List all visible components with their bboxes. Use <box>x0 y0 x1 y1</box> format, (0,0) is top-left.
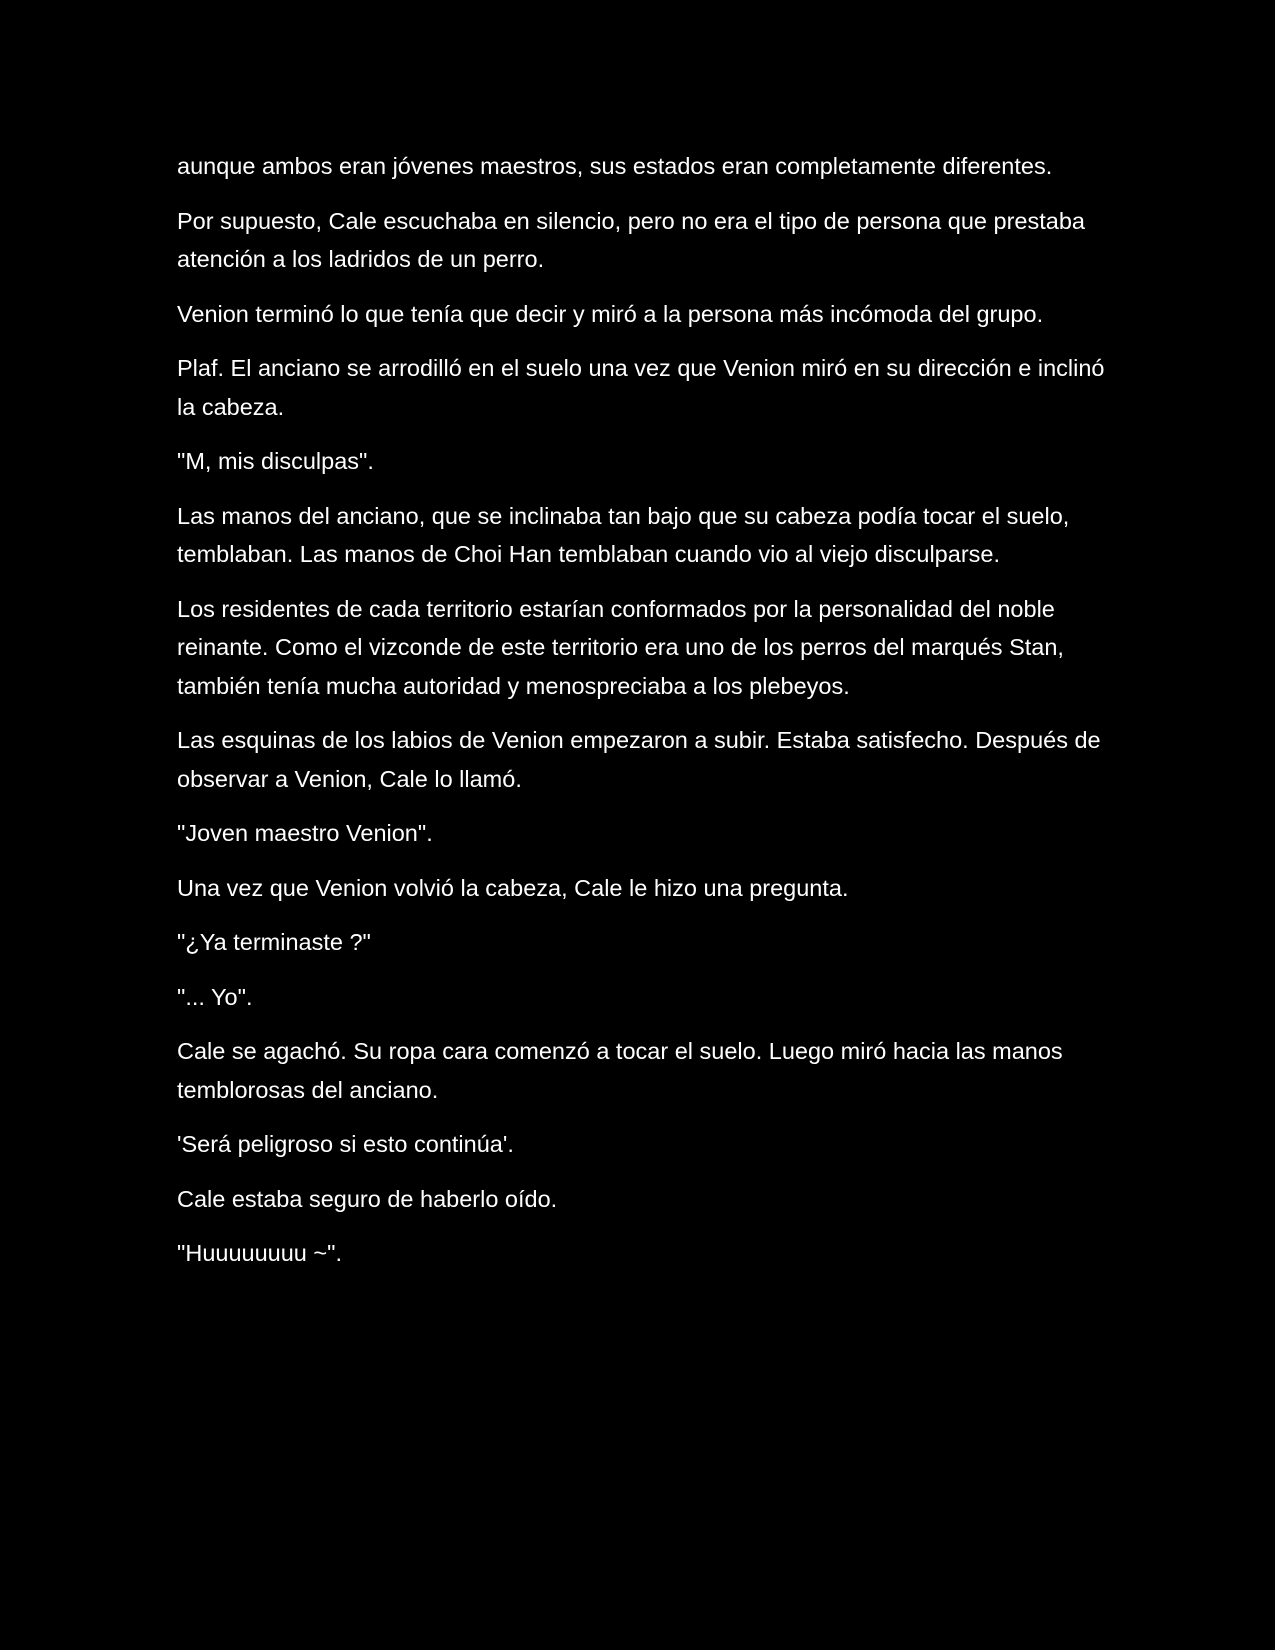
paragraph: Una vez que Venion volvió la cabeza, Cale le hizo una pregunta. <box>177 874 849 901</box>
paragraph: "M, mis disculpas". <box>177 448 374 474</box>
paragraph: 'Será peligroso si esto continúa'. <box>177 1131 514 1157</box>
paragraph: "... Yo". <box>177 983 253 1010</box>
paragraph: Las manos del anciano, que se inclinaba tan bajo que su cabeza podía tocar el suelo, temblaban. Las manos de Choi Han temblaban cuando vio al viejo disculparse. <box>177 502 1070 567</box>
paragraph: Cale estaba seguro de haberlo oído. <box>177 1185 558 1212</box>
paragraph: "Huuuuuuuu ~". <box>177 1240 342 1266</box>
paragraph: "¿Ya terminaste ?" <box>177 929 371 955</box>
paragraph: Plaf. El anciano se arrodilló en el suelo una vez que Venion miró en su dirección e inclinó la cabeza. <box>177 355 1105 420</box>
paragraph: "Joven maestro Venion". <box>177 820 433 846</box>
paragraph: Las esquinas de los labios de Venion empezaron a subir. Estaba satisfecho. Después de observar a Venion, Cale lo llamó. <box>177 727 1101 792</box>
paragraph: Los residentes de cada territorio estarían conformados por la personalidad del noble reinante. Como el vizconde de este territorio era uno de los perros del marqués Stan, también tenía mucha autoridad y menospreciaba a los plebeyos. <box>177 595 1064 699</box>
text-column <box>177 147 1107 1289</box>
paragraph: aunque ambos eran jóvenes maestros, sus estados eran completamente diferentes. <box>177 153 1053 179</box>
paragraph: Por supuesto, Cale escuchaba en silencio, pero no era el tipo de persona que prestaba atención a los ladridos de un perro. <box>177 207 1085 272</box>
paragraph: Venion terminó lo que tenía que decir y miró a la persona más incómoda del grupo. <box>177 300 1044 327</box>
paragraph: Cale se agachó. Su ropa cara comenzó a tocar el suelo. Luego miró hacia las manos temblorosas del anciano. <box>177 1038 1063 1103</box>
